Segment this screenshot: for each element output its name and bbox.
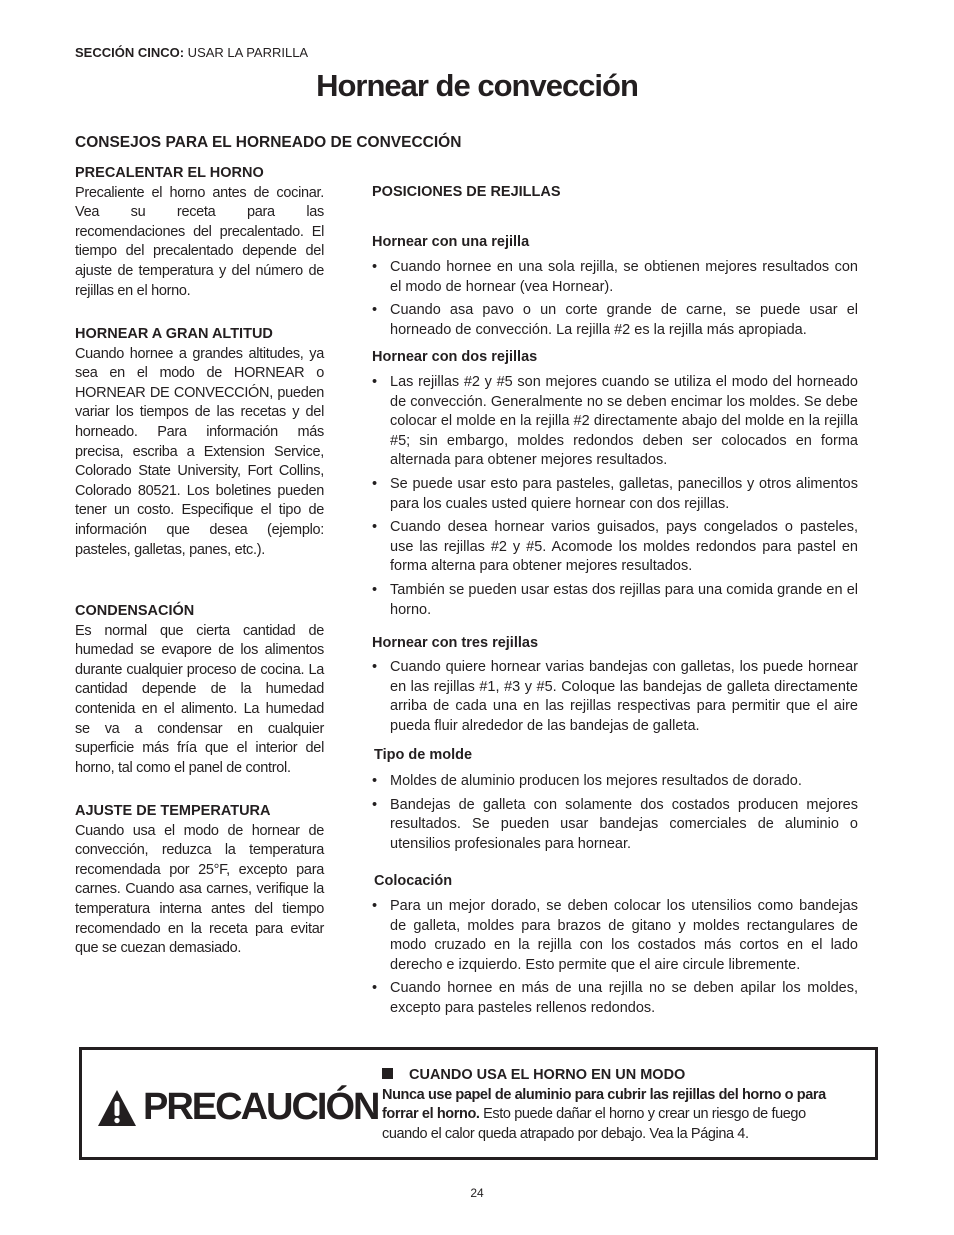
- left-block-temperature: [75, 802, 324, 959]
- list-item: • Para un mejor dorado, se deben colocar los utensilios como bandejas de galleta, moldes para brazos de gitano y moldes rectangulares de modo cruzado en la rejilla con los costados más cortos en el lado derecho e izquierdo. Esto permite que el aire circule libremente.: [372, 897, 858, 975]
- list-item: • Cuando hornee en una sola rejilla, se obtienen mejores resultados con el modo de hornear (vea Hornear).: [372, 258, 858, 297]
- rack-positions-heading: POSICIONES DE REJILLAS: [372, 184, 561, 200]
- list-item: • Cuando quiere hornear varias bandejas con galletas, los puede hornear en las rejillas #1, #3 y #5. Coloque las bandejas de galleta directamente arriba de cada una en las rejillas respectivas para permitir que el aire pueda fluir alrededor de las bandejas de galleta.: [372, 658, 858, 736]
- block-text: Es normal que cierta cantidad de humedad se evapore de los alimentos durante cualquier proceso de cocina. La cantidad depende de la humedad contenida en el alimento. La humedad se va a condensar en cualquier superficie más fría que el interior del horno, tal como el panel de control.: [75, 622, 324, 776]
- caution-title: PRECAUCIÓN: [143, 1086, 379, 1128]
- list-item: • Las rejillas #2 y #5 son mejores cuando se utiliza el modo del horneado de convección. Generalmente no se deben encimar los moldes. Se debe colocar el molde en la rejilla #2 directamente abajo del molde en la rejilla #5; sin embargo, moldes redondos deben ser colocados en forma alternada para obtener mejores resultados.: [372, 373, 858, 471]
- caution-text: [382, 1066, 852, 1144]
- list-item: • Cuando hornee en más de una rejilla no se deben apilar los moldes, excepto para pasteles rellenos redondos.: [372, 979, 858, 1018]
- caution-bold-text: Nunca use papel de aluminio para cubrir las rejillas del horno o para forrar el horno.: [382, 1086, 826, 1122]
- caution-box: [79, 1047, 878, 1160]
- bullet-list: [372, 658, 858, 740]
- bullet-list: [372, 897, 858, 1023]
- block-text: Cuando hornee a grandes altitudes, ya sea en el modo de HORNEAR o HORNEAR DE CONVECCIÓN, pueden variar los tiempos de las recetas y del horneado. Para información más precisa, escriba a Extension Service, Colorado State University, Fort Collins, Colorado 80521. Los boletines pueden tener un costo. Especifique el tipo de información que desea (ejemplo: pasteles, galletas, panes, etc.).: [75, 345, 324, 558]
- list-item: • Bandejas de galleta con solamente dos costados producen mejores resultados. Se pueden usar bandejas comerciales de aluminio o utensilios profesionales para hornear.: [372, 796, 858, 855]
- block-heading: PRECALENTAR EL HORNO: [75, 165, 264, 181]
- caution-heading-text: CUANDO USA EL HORNO EN UN MODO: [409, 1067, 686, 1083]
- section-name: USAR LA PARRILLA: [184, 45, 309, 60]
- section-label: [75, 45, 308, 60]
- section-heading: CONSEJOS PARA EL HORNEADO DE CONVECCIÓN: [75, 134, 462, 151]
- warning-icon: [97, 1089, 137, 1127]
- list-item: • Cuando asa pavo o un corte grande de carne, se puede usar el horneado de convección. La rejilla #2 es la rejilla más apropiada.: [372, 301, 858, 340]
- square-bullet-icon: [382, 1068, 393, 1079]
- block-text: Cuando usa el modo de hornear de convección, reduzca la temperatura recomendada por 25°F, excepto para carnes. Cuando asa carnes, verifique la temperatura interna antes del tiempo recomendado en la receta para evitar que se cuezan demasiado.: [75, 822, 324, 957]
- page-number: 24: [470, 1186, 484, 1200]
- section-number: SECCIÓN CINCO:: [75, 45, 185, 60]
- group-heading: Hornear con una rejilla: [372, 234, 530, 250]
- group-heading: Colocación: [374, 873, 453, 889]
- left-block-condensation: [75, 602, 324, 778]
- group-heading: Hornear con dos rejillas: [372, 349, 538, 365]
- left-block-preheat: [75, 164, 324, 301]
- left-block-altitude: [75, 325, 324, 560]
- block-heading: HORNEAR A GRAN ALTITUD: [75, 326, 273, 342]
- bullet-list: [372, 258, 858, 344]
- caution-heading: [382, 1066, 852, 1086]
- bullet-list: [372, 373, 858, 624]
- list-item: • Se puede usar esto para pasteles, galletas, panecillos y otros alimentos para los cuales usted quiere hornear con dos rejillas.: [372, 475, 858, 514]
- group-heading: Hornear con tres rejillas: [372, 635, 539, 651]
- list-item: • Moldes de aluminio producen los mejores resultados de dorado.: [372, 772, 858, 792]
- caution-label: [97, 1086, 378, 1129]
- group-heading: Tipo de molde: [374, 747, 473, 763]
- list-item: • También se pueden usar estas dos rejillas para una comida grande en el horno.: [372, 581, 858, 620]
- block-heading: CONDENSACIÓN: [75, 603, 195, 619]
- block-text: Precaliente el horno antes de cocinar. Vea su receta para las recomendaciones del precalentado. El tiempo del precalentado depende del ajuste de temperatura y del número de rejillas en el horno.: [75, 184, 324, 299]
- caution-body-text: Esto puede dañar el horno y crear un riesgo de fuego cuando el calor queda atrapado por debajo. Vea la Página 4.: [382, 1106, 806, 1142]
- block-heading: AJUSTE DE TEMPERATURA: [75, 803, 271, 819]
- bullet-list: [372, 772, 858, 858]
- page-title: Hornear de convección: [316, 68, 638, 103]
- list-item: • Cuando desea hornear varios guisados, pays congelados o pasteles, use las rejillas #2 y #5. Acomode los moldes redondos para pastel en forma alterna para obtener mejores resultados.: [372, 518, 858, 577]
